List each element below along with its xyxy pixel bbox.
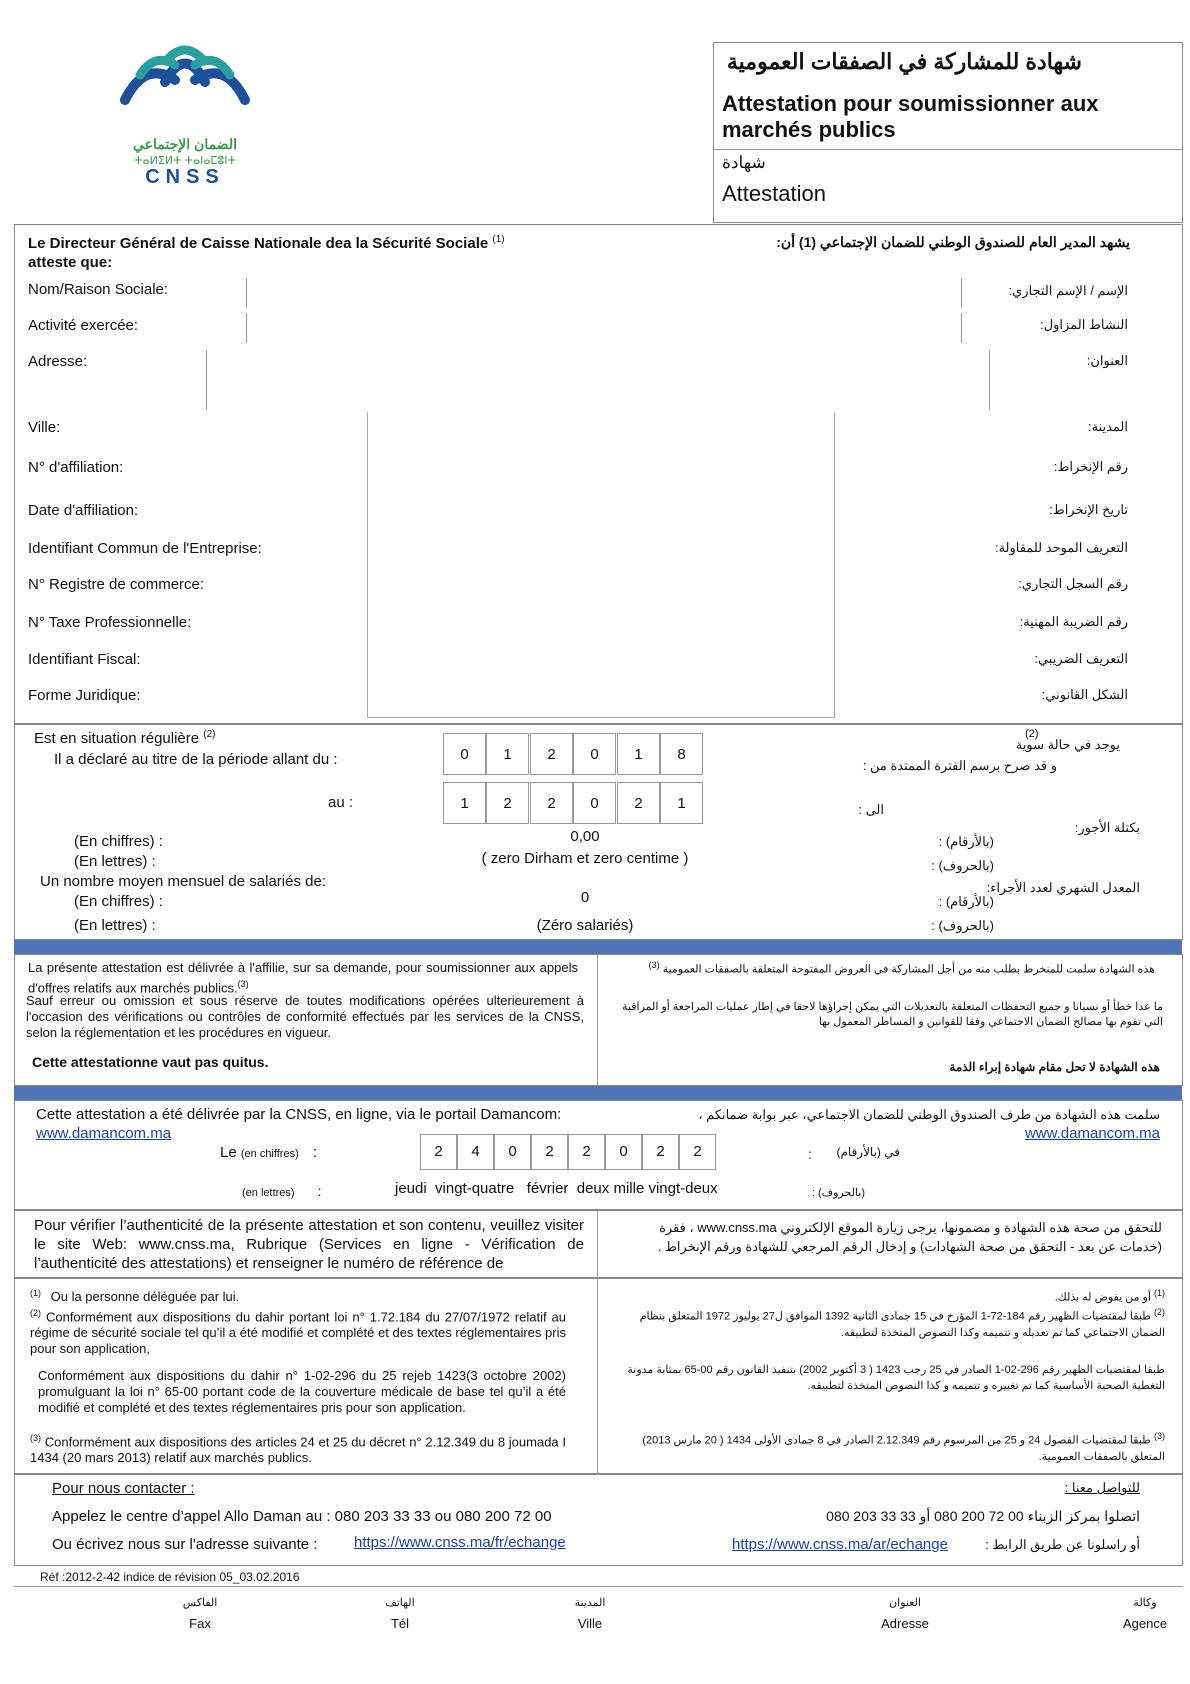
period-from-digit: 1	[486, 733, 529, 775]
period-to-digit: 0	[573, 782, 616, 824]
date-letters-value: jeudi vingt-quatre février deux mille vingt-deux	[395, 1180, 718, 1197]
field-label-legal-form-ar: الشكل القانوني:	[1041, 687, 1128, 702]
date-colon-ar: :	[808, 1146, 812, 1162]
date-le: Le	[220, 1144, 237, 1161]
employees-figures-ar: (بالأرقام) :	[938, 894, 994, 909]
contact-call-fr: Appelez le centre d’appel Allo Daman au : 080 203 33 33 ou 080 200 72 00	[52, 1508, 552, 1525]
footnote-ar-2	[615, 1304, 1165, 1341]
field-label-affiliation-date-ar: تاريخ الإنخراط:	[1049, 502, 1128, 517]
date-letters-ar: (بالحروف) :	[811, 1187, 865, 1199]
agency-city-ar: المدينة	[574, 1597, 606, 1609]
footnote-ar-3-num: (3)	[1153, 1431, 1165, 1441]
period-from-digit: 8	[660, 733, 703, 775]
date-digit: 2	[568, 1134, 605, 1170]
cnss-logo-icon	[105, 40, 265, 140]
field-label-city: Ville:	[28, 419, 61, 436]
footnote-fr-3-num: (3)	[30, 1433, 41, 1443]
date-digit: 2	[642, 1134, 679, 1170]
verify-ar: للتحقق من صحة هذه الشهادة و مضمونها، يرجى زيارة الموقع الإلكتروني www.cnss.ma ، فقرة (خدمات عن بعد - التحقق من صحة الشهادات) و إدخال الرقم المرجعي للشهادة ورقم الإنخراط .	[657, 1220, 1162, 1254]
separator-address-left	[206, 350, 207, 410]
regular-fr	[34, 729, 216, 747]
footnote-fr-1-num: (1)	[30, 1288, 41, 1298]
intro-fr-2: atteste que:	[28, 254, 113, 271]
agency-fax-fr: Fax	[189, 1616, 211, 1631]
field-label-address: Adresse:	[28, 353, 88, 370]
contact-link-ar[interactable]: https://www.cnss.ma/ar/echange	[732, 1536, 948, 1553]
divider-band	[14, 1086, 1182, 1100]
notice-ar-1-note: (3)	[648, 960, 660, 970]
contact-write-fr: Ou écrivez nous sur l'adresse suivante :	[52, 1536, 318, 1553]
period-from-digit: 0	[573, 733, 616, 775]
contact-title-fr: Pour nous contacter :	[52, 1480, 195, 1497]
agency-agence-fr: Agence	[1122, 1616, 1168, 1631]
separator-address-right	[989, 350, 990, 410]
period-from-digit: 2	[530, 733, 573, 775]
period-from-digit: 0	[443, 733, 486, 775]
declared-fr: Il a déclaré au titre de la période allant du :	[54, 751, 338, 768]
logo-arabic: الضمان الإجتماعي	[133, 136, 237, 152]
title-box	[713, 42, 1183, 223]
wages-figures-ar: (بالأرقام) :	[938, 834, 994, 849]
subtitle-ar: شهادة	[722, 153, 766, 172]
notice-fr-1-note: (3)	[237, 979, 249, 989]
regular-fr-note: (2)	[203, 729, 216, 740]
wages-letters-ar: (بالحروف) :	[931, 858, 994, 873]
notice-ar-1-text: هذه الشهادة سلمت للمنخرط بطلب منه من أجل المشاركة في العروض المفتوحة المتعلقة بالصفقات العمومية	[662, 963, 1155, 976]
footnote-fr-2b: Conformément aux dispositions du dahir n° 1-02-296 du 25 rejeb 1423(3 octobre 2002) promulguant la loi n° 65-00 portant code de la couverture médicale de base tel qu’il a été modifié et complété et des textes réglementaires pris pour son application.	[38, 1368, 566, 1415]
declared-ar: و قد صرح برسم الفترة الممتدة من :	[862, 758, 1057, 773]
agency-address-ar: العنوان	[889, 1597, 921, 1609]
date-letters-label-fr: (en lettres) :	[242, 1183, 322, 1199]
agency-city-fr: Ville	[577, 1616, 603, 1631]
footnote-ar-2b: طبقا لمقتضيات الظهير رقم 296-02-1 الصادر في 25 رجب 1423 ( 3 أكتوبر 2002) بتنفيذ القانون رقم 00-65 بمثابة مدونة التغطية الصحية الأساسية كما تم تغييره و تتميمه و كذا النصوص المتخذة لتطبيقه.	[627, 1364, 1165, 1392]
contact-link-fr[interactable]: https://www.cnss.ma/fr/echange	[354, 1534, 566, 1551]
field-label-name-ar: الإسم / الإسم التجاري:	[1008, 283, 1128, 298]
damancom-link-ar[interactable]: www.damancom.ma	[1024, 1125, 1160, 1142]
field-label-professional-tax-ar: رقم الضريبة المهنية:	[1019, 614, 1128, 629]
notice-ar-3: هذه الشهادة لا تحل مقام شهادة إبراء الذمة	[949, 1060, 1160, 1074]
footnote-fr-3	[30, 1430, 566, 1466]
footnote-ar-1-num: (1)	[1153, 1288, 1165, 1298]
field-label-professional-tax: N° Taxe Professionnelle:	[28, 614, 192, 631]
period-to-digit: 2	[486, 782, 529, 824]
period-to-fr: au :	[328, 794, 354, 811]
wages-figures-value: 0,00	[570, 828, 600, 845]
title-fr: Attestation pour soumissionner aux marchés publics	[722, 91, 1099, 142]
footnote-ar-1	[615, 1288, 1165, 1304]
field-label-activity-ar: النشاط المزاول:	[1040, 317, 1128, 332]
field-label-ice-ar: التعريف الموحد للمقاولة:	[994, 540, 1128, 555]
field-label-affiliation-number: N° d'affiliation:	[28, 459, 124, 476]
footnotes-divider	[597, 1278, 598, 1474]
title-ar: شهادة للمشاركة في الصفقات العمومية	[726, 49, 1082, 74]
divider-band	[14, 940, 1182, 954]
verify-fr: Pour vérifier l’authenticité de la présente attestation et son contenu, veuillez visiter le site Web: www.cnss.ma, Rubrique (Services en ligne - Vérification de l’authenticité des attestations) et renseigner le numéro de référence de	[34, 1217, 584, 1272]
employees-letters-fr: (En lettres) :	[74, 917, 156, 934]
field-label-city-ar: المدينة:	[1087, 419, 1128, 434]
date-digit: 2	[679, 1134, 716, 1170]
employees-figures-value: 0	[580, 889, 590, 906]
field-label-trade-register: N° Registre de commerce:	[28, 576, 205, 593]
employees-letters-value: (Zéro salariés)	[536, 917, 634, 934]
regular-fr-text: Est en situation régulière	[34, 730, 200, 747]
logo-tifinagh: ⵜⴰⵍⵉⵍⵜ ⵜⴰⵏⴰⵎⵓⵏⵜ	[134, 155, 236, 167]
reference-rule	[14, 1586, 1183, 1587]
field-label-address-ar: العنوان:	[1086, 353, 1128, 368]
date-digit: 4	[457, 1134, 494, 1170]
field-label-fiscal-id-ar: التعريف الضريبي:	[1034, 651, 1128, 666]
contact-title-ar: للتواصل معنا :	[1064, 1480, 1140, 1495]
period-from-digit: 1	[617, 733, 660, 775]
footnote-fr-1	[30, 1288, 239, 1304]
agency-agence-ar: وكالة	[1133, 1597, 1157, 1609]
date-digit: 2	[531, 1134, 568, 1170]
period-to-digit: 2	[530, 782, 573, 824]
delivery-ar: سلمت هذه الشهادة من طرف الصندوق الوطني للضمان الاجتماعي، عبر بوابة ضمانكم ،	[698, 1107, 1160, 1122]
date-figures-ar: في (بالأرقام)	[836, 1145, 900, 1159]
date-letters-label: (en lettres)	[242, 1187, 295, 1199]
contact-call-ar: اتصلوا بمركز الزبناء 00 72 200 080 أو 33 33 203 080	[826, 1508, 1140, 1524]
cnss-logo	[105, 40, 265, 200]
employees-ar: المعدل الشهري لعدد الأجراء:	[986, 880, 1140, 895]
date-digit: 0	[605, 1134, 642, 1170]
period-to-ar: الى :	[858, 802, 884, 817]
footnote-ar-2-num: (2)	[1153, 1307, 1165, 1317]
field-label-affiliation-number-ar: رقم الإنخراط:	[1053, 459, 1128, 474]
separator-name-left	[246, 278, 247, 308]
separator-activity-left	[246, 313, 247, 343]
period-to-digit: 2	[617, 782, 660, 824]
verify-divider	[597, 1210, 598, 1278]
logo-cnss-text: CNSS	[145, 166, 225, 188]
agency-address-fr: Adresse	[881, 1616, 929, 1631]
field-label-fiscal-id: Identifiant Fiscal:	[28, 651, 141, 668]
employees-fr: Un nombre moyen mensuel de salariés de:	[40, 873, 326, 890]
footnote-ar-2-text: طبقا لمقتضيات الظهير رقم 184-72-1 المؤرخ في 15 جمادى الثانية 1392 الموافق ل27 يوليوز 1972 المتعلق بنظام الضمان الاجتماعي كما تم تعديله و تتميمه وكذا النصوص المتخذة لتطبيقه.	[639, 1310, 1165, 1339]
footnote-fr-2-num: (2)	[30, 1308, 41, 1318]
notice-fr-3: Cette attestationne vaut pas quitus.	[32, 1054, 269, 1070]
agency-fax-ar: الفاكس	[182, 1597, 218, 1609]
agency-phone-ar: الهاتف	[385, 1597, 415, 1609]
contact-write-ar: أو راسلونا عن طريق الرابط :	[985, 1537, 1140, 1552]
date-digit: 0	[494, 1134, 531, 1170]
notice-fr-1-text: La présente attestation est délivrée à l'affilie, sur sa demande, pour soumissionner aux appels d'offres relatifs aux marchés publics.	[28, 960, 578, 996]
footnote-ar-3	[615, 1428, 1165, 1465]
intro-ar: يشهد المدير العام للصندوق الوطني للضمان الإجتماعي (1) أن:	[776, 234, 1130, 250]
notice-ar-2: ما عدا خطأ أو نسيانا و جميع التحفظات المتعلقة بالتعديلات التي يمكن إجراؤها لاحقا في إطار عمليات المراجعة أو المراقبة التي تقوم بها مصالح الضمان الاجتماعي وفقا للقوانين و المساطر المعمول بها	[622, 1001, 1163, 1028]
notice-ar-1	[615, 960, 1155, 976]
notice-fr-2: Sauf erreur ou omission et sous réserve de toutes modifications opérées ulterieurement à l'occasion des vérifications ou contrôles de conformité effectués par les services de la CNSS, selon la réglementation et les procédures en vigueur.	[26, 993, 584, 1040]
wages-letters-value: ( zero Dirham et zero centime )	[481, 850, 689, 867]
date-label-fr: Le (en chiffres) :	[220, 1144, 318, 1161]
notice-fr-1	[28, 960, 578, 996]
footnote-fr-3-text: Conformément aux dispositions des articles 24 et 25 du décret n° 2.12.349 du 8 joumada I 1434 (20 mars 2013) relatif aux marchés publics.	[30, 1434, 566, 1466]
intro-fr-note: (1)	[492, 234, 505, 245]
subtitle-fr: Attestation	[722, 181, 826, 206]
intro-fr	[28, 234, 505, 252]
delivery-fr: Cette attestation a été délivrée par la CNSS, en ligne, via le portail Damancom:	[36, 1106, 562, 1123]
period-to-digit: 1	[443, 782, 486, 824]
field-label-name: Nom/Raison Sociale:	[28, 281, 169, 298]
notice-divider	[597, 954, 598, 1086]
footnote-ar-3-text: طبقا لمقتضيات الفصول 24 و 25 من المرسوم رقم 2.12.349 الصادر في 8 جمادى الأولى 1434 ( 20 مارس 2013) المتعلق بالصفقات العمومية.	[642, 1434, 1165, 1463]
footnote-fr-2	[30, 1305, 566, 1357]
regular-ar: يوجد في حالة سوية	[1015, 737, 1120, 752]
employees-letters-ar: (بالحروف) :	[931, 918, 994, 933]
footnote-ar-1-text: أو من يفوض له بذلك.	[1054, 1291, 1151, 1304]
agency-phone-fr: Tél	[390, 1616, 410, 1631]
footnote-fr-2-text: Conformément aux dispositions du dahir portant loi n° 1.72.184 du 27/07/1972 relatif au régime de sécurité sociale tel qu’il a été modifié et complété et des textes réglementaires pris pour son application,	[30, 1309, 566, 1357]
date-letters-ar-label: (بالحروف)	[818, 1187, 865, 1199]
damancom-link-fr[interactable]: www.damancom.ma	[36, 1125, 172, 1142]
wages-figures-fr: (En chiffres) :	[74, 833, 163, 850]
footnote-fr-1-text: Ou la personne déléguée par lui.	[50, 1289, 240, 1305]
field-label-affiliation-date: Date d'affiliation:	[28, 502, 139, 519]
field-label-ice: Identifiant Commun de l'Entreprise:	[28, 540, 262, 557]
field-label-activity: Activité exercée:	[28, 317, 139, 334]
wages-ar: بكتلة الأجور:	[1074, 820, 1140, 835]
reference-line: Réf :2012-2-42 indice de révision 05_03.02.2016	[40, 1570, 300, 1584]
intro-fr-text: Le Directeur Général de Caisse Nationale dea la Sécurité Sociale	[28, 235, 489, 252]
separator-name-right	[961, 278, 962, 308]
period-to-digit: 1	[660, 782, 703, 824]
field-label-trade-register-ar: رقم السجل التجاري:	[1018, 576, 1128, 591]
wages-letters-fr: (En lettres) :	[74, 853, 156, 870]
regular-ar-note: (2)	[1025, 728, 1039, 740]
separator-activity-right	[961, 313, 962, 343]
field-label-legal-form: Forme Juridique:	[28, 687, 141, 704]
values-column	[367, 412, 835, 718]
date-figures-label: (en chiffres)	[240, 1148, 299, 1160]
date-digit: 2	[420, 1134, 457, 1170]
employees-figures-fr: (En chiffres) :	[74, 893, 163, 910]
